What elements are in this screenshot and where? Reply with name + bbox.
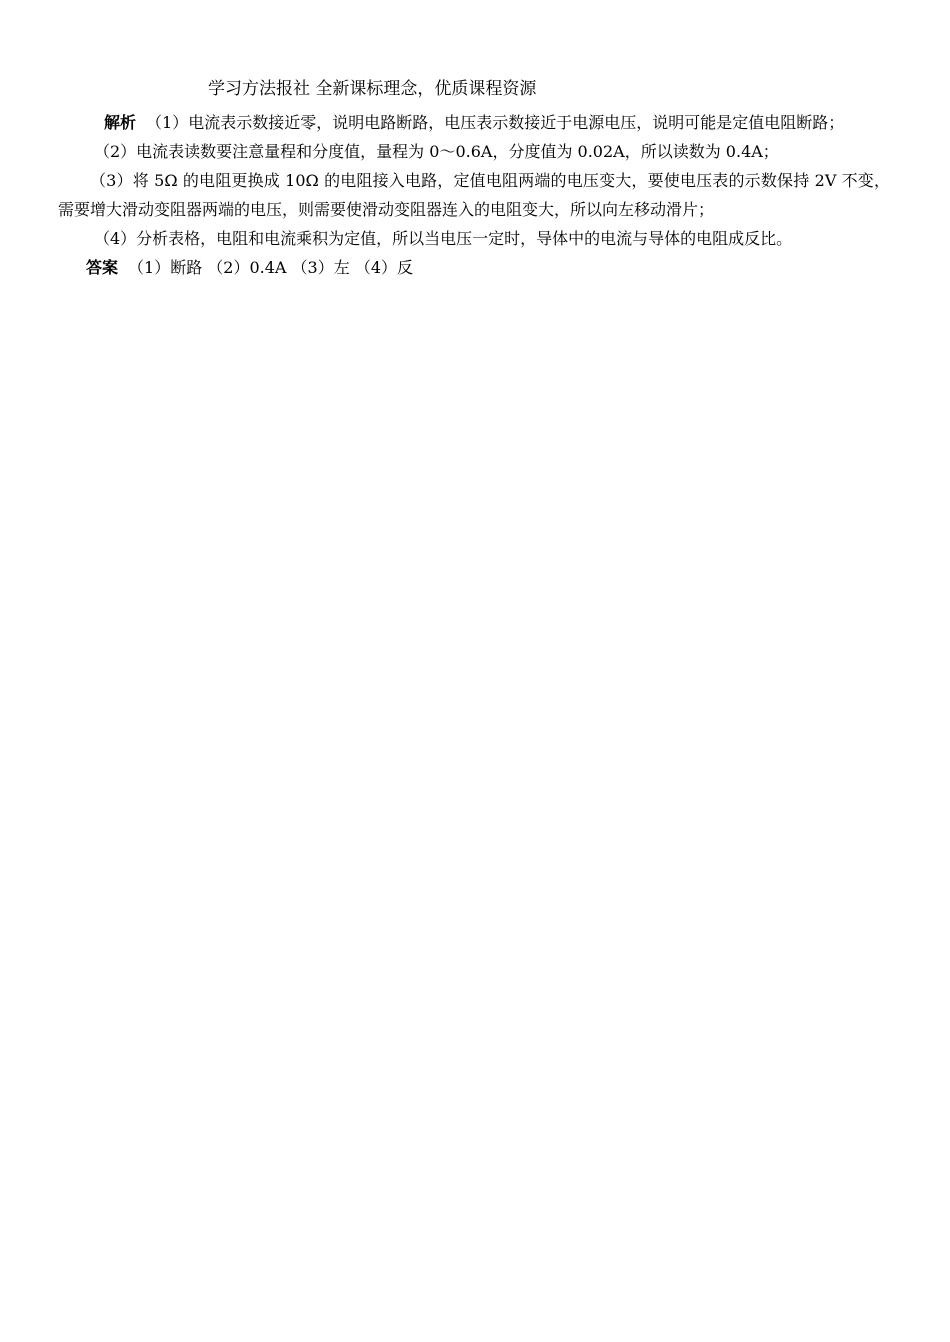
analysis-item-4: （4）分析表格，电阻和电流乘积为定值，所以当电压一定时，导体中的电流与导体的电阻成反比。 bbox=[94, 229, 793, 248]
analysis-item-1: （1）电流表示数接近零，说明电路断路，电压表示数接近于电源电压，说明可能是定值电阻断路； bbox=[146, 113, 845, 132]
document-body bbox=[58, 108, 890, 282]
analysis-paragraph-2 bbox=[58, 137, 890, 166]
analysis-paragraph-1 bbox=[58, 108, 890, 137]
page-header: 学习方法报社 全新课标理念，优质课程资源 bbox=[208, 79, 537, 99]
analysis-item-3: （3）将 5Ω 的电阻更换成 10Ω 的电阻接入电路，定值电阻两端的电压变大，要使电压表的示数保持 2V 不变，需要增大滑动变阻器两端的电压，则需要使滑动变阻器连入的电阻变大，所以向左移动滑片； bbox=[58, 171, 890, 219]
answer-paragraph bbox=[58, 253, 890, 282]
answer-text: （1）断路 （2）0.4A （3）左 （4）反 bbox=[128, 258, 413, 277]
analysis-paragraph-4 bbox=[58, 224, 890, 253]
analysis-label: 解析 bbox=[104, 113, 137, 132]
answer-label: 答案 bbox=[86, 258, 119, 277]
analysis-item-2: （2）电流表读数要注意量程和分度值，量程为 0～0.6A，分度值为 0.02A，所以读数为 0.4A； bbox=[94, 142, 779, 161]
analysis-paragraph-3 bbox=[58, 166, 890, 224]
